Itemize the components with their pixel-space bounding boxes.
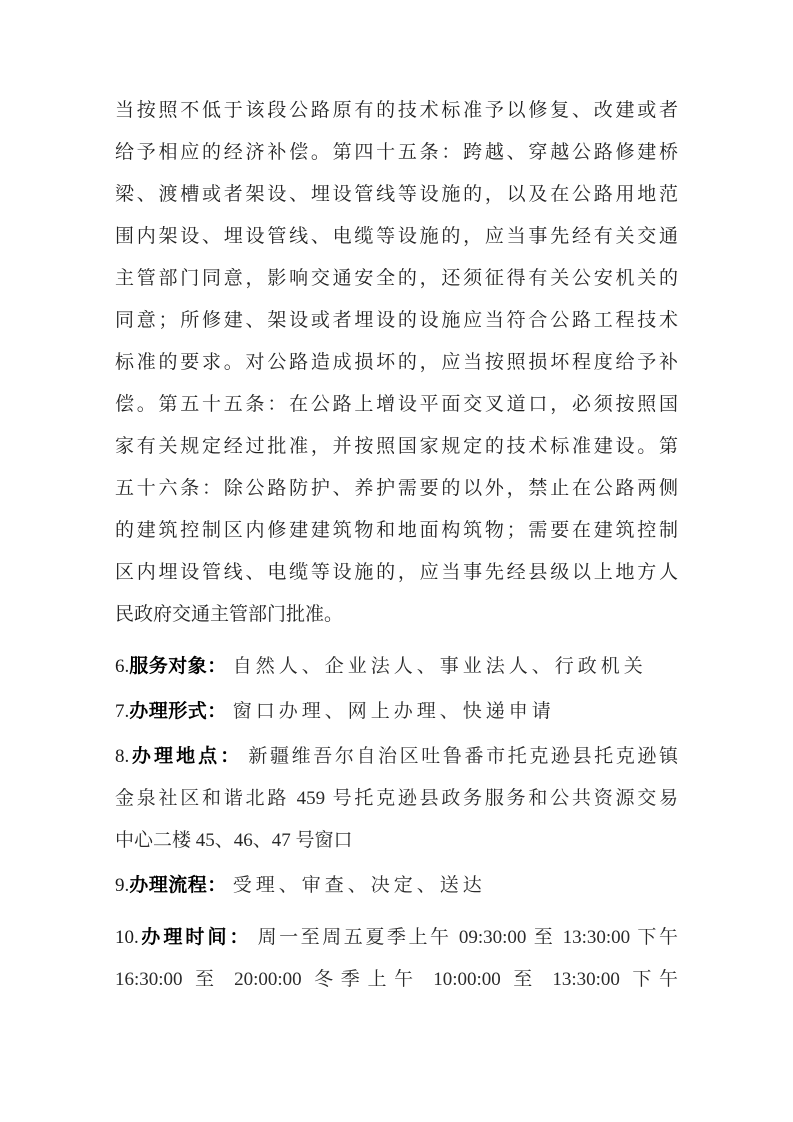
legal-paragraph-line: 偿。第五十五条：在公路上增设平面交叉道口，必须按照国 (115, 394, 678, 415)
legal-paragraph-line: 主管部门同意，影响交通安全的，还须征得有关公安机关的 (115, 268, 678, 289)
item-number: 6. (115, 656, 130, 677)
legal-paragraph-line: 围内架设、埋设管线、电缆等设施的，应当事先经有关交通 (115, 226, 678, 247)
legal-paragraph-line: 的建筑控制区内修建建筑物和地面构筑物；需要在建筑控制 (115, 520, 678, 541)
legal-paragraph-line: 标准的要求。对公路造成损坏的，应当按照损坏程度给予补 (115, 352, 678, 373)
item-line (115, 865, 678, 907)
legal-paragraph-line: 五十六条：除公路防护、养护需要的以外，禁止在公路两侧 (115, 478, 678, 499)
item-label: 办理地点： (129, 746, 243, 767)
item-value-line: 金泉社区和谐北路 459 号托克逊县政务服务和公共资源交易 (115, 788, 678, 809)
item-value: 受理、审查、决定、送达 (232, 875, 486, 896)
item-value-line: 16:30:00 至 20:00:00 冬季上午 10:00:00 至 13:30:00 下午 (115, 969, 678, 990)
legal-paragraph-line: 同意；所修建、架设或者埋设的设施应当符合公路工程技术 (115, 310, 678, 331)
item-line (115, 917, 678, 959)
item-handling-form (115, 691, 678, 733)
item-value: 周一至周五夏季上午 09:30:00 至 13:30:00 下午 (257, 927, 678, 948)
legal-paragraph-last-line: 民政府交通主管部门批准。 (115, 604, 344, 625)
legal-paragraph-line: 梁、渡槽或者架设、埋设管线等设施的，以及在公路用地范 (115, 184, 678, 205)
legal-text-paragraph (115, 90, 678, 636)
legal-paragraph-line: 给予相应的经济补偿。第四十五条：跨越、穿越公路修建桥 (115, 142, 678, 163)
item-value: 自然人、企业法人、事业法人、行政机关 (232, 656, 647, 677)
item-label: 办理形式： (129, 701, 227, 722)
item-line (115, 691, 678, 733)
item-line (115, 646, 678, 688)
item-number: 10. (115, 927, 139, 948)
item-service-target (115, 646, 678, 688)
legal-paragraph-line: 家有关规定经过批准，并按照国家规定的技术标准建设。第 (115, 436, 678, 457)
item-number: 9. (115, 875, 130, 896)
legal-paragraph-line: 当按照不低于该段公路原有的技术标准予以修复、改建或者 (115, 100, 678, 121)
item-value: 新疆维吾尔自治区吐鲁番市托克逊县托克逊镇 (248, 746, 678, 767)
legal-paragraph-line: 区内埋设管线、电缆等设施的，应当事先经县级以上地方人 (115, 562, 678, 583)
item-number: 8. (115, 746, 130, 767)
item-handling-process (115, 865, 678, 907)
item-handling-location (115, 736, 678, 862)
item-label: 办理时间： (138, 927, 252, 948)
item-label: 办理流程： (129, 875, 227, 896)
item-value: 窗口办理、网上办理、快递申请 (232, 701, 555, 722)
item-value-line: 中心二楼 45、46、47 号窗口 (115, 830, 353, 851)
item-number: 7. (115, 701, 130, 722)
item-label: 服务对象： (129, 656, 227, 677)
item-line (115, 736, 678, 778)
item-handling-hours (115, 917, 678, 1001)
page-content (115, 90, 678, 1001)
